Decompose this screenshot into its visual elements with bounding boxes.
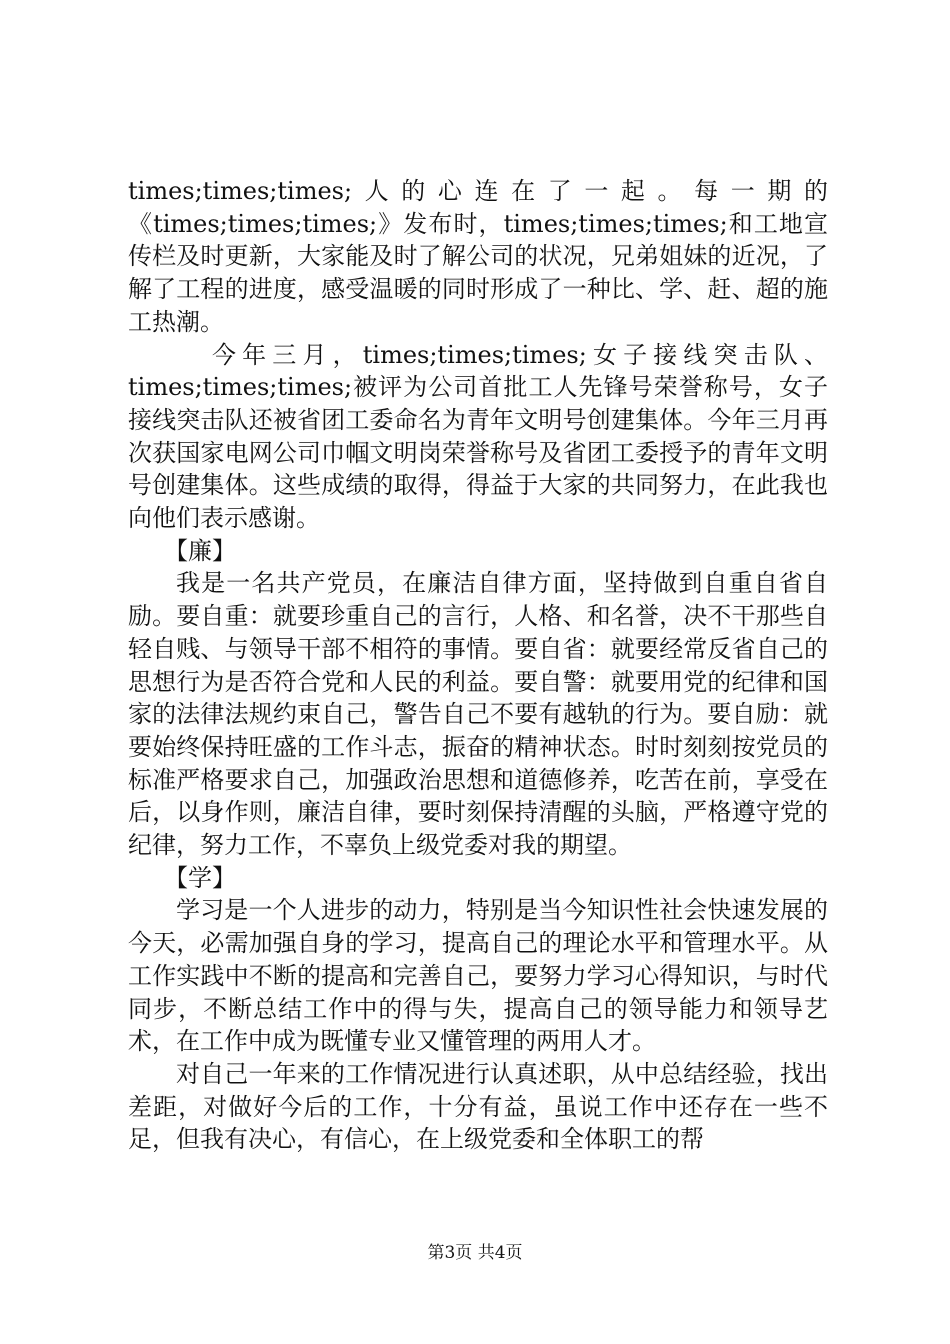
- section-heading-lian: 【廉】: [164, 536, 236, 565]
- paragraph-integrity: 我是一名共产党员，在廉洁自律方面，坚持做到自重自省自励。要自重：就要珍重自己的言行，人格、和名誉，决不干那些自轻自贱、与领导干部不相符的事情。要自省：就要经常反省自己的思想行为是否符合党和人民的利益。要自警：就要用党的纪律和国家的法律法规约束自己，警告自己不要有越轨的行为。要自励：就要始终保持旺盛的工作斗志，振奋的精神状态。时时刻刻按党员的标准严格要求自己，加强政治思想和道德修养，吃苦在前，享受在后，以身作则，廉洁自律，要时刻保持清醒的头脑，严格遵守党的纪律，努力工作，不辜负上级党委对我的期望。: [128, 569, 828, 860]
- paragraph-news-board: times;times;times;人的心连在了一起。每一期的《times;times;times;》发布时，times;times;times;和工地宣传栏及时更新，大家能及时了解公司的状况，兄弟姐妹的近况，了解了工程的进度，感受温暖的同时形成了一种比、学、赶、超的施工热潮。: [128, 177, 828, 336]
- section-heading-xue: 【学】: [164, 863, 236, 892]
- page-number-footer: 第3页 共4页: [427, 1243, 523, 1263]
- paragraph-learning: 学习是一个人进步的动力，特别是当今知识性社会快速发展的今天，必需加强自身的学习，提高自己的理论水平和管理水平。从工作实践中不断的提高和完善自己，要努力学习心得知识，与时代同步，不断总结工作中的得与失，提高自己的领导能力和领导艺术，在工作中成为既懂专业又懂管理的两用人才。: [128, 896, 828, 1056]
- document-body: [128, 175, 828, 1156]
- paragraph-summary: 对自己一年来的工作情况进行认真述职，从中总结经验，找出差距，对做好今后的工作，十分有益，虽说工作中还存在一些不足，但我有决心，有信心，在上级党委和全体职工的帮: [128, 1059, 828, 1154]
- paragraph-awards: 今年三月，times;times;times;女子接线突击队、times;times;times;被评为公司首批工人先锋号荣誉称号，女子接线突击队还被省团工委命名为青年文明号创建集体。今年三月再次获国家电网公司巾帼文明岗荣誉称号及省团工委授予的青年文明号创建集体。这些成绩的取得，得益于大家的共同努力，在此我也向他们表示感谢。: [128, 340, 828, 533]
